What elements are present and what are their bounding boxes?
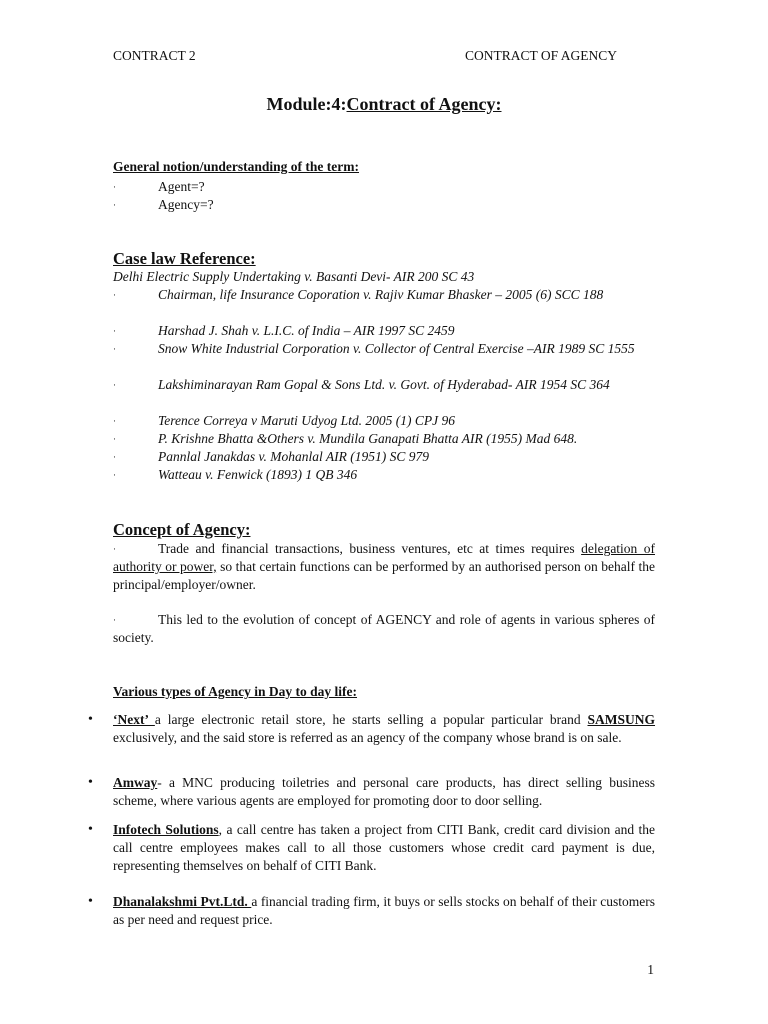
bullet-dot: • (88, 822, 93, 837)
case-law-first: Delhi Electric Supply Undertaking v. Basanti Devi- AIR 200 SC 43 (113, 269, 475, 284)
case-law-item: Snow White Industrial Corporation v. Collector of Central Exercise –AIR 1989 SC 1555 (158, 341, 635, 356)
case-law-heading: Case law Reference: (113, 249, 256, 268)
concept-paragraph-2: This led to the evolution of concept of AGENCY and role of agents in various spheres of society. (113, 612, 655, 645)
concept-p1-text-cont: so that certain functions can be performed by an authorised person on behalf the principal/employer/owner. (113, 559, 655, 592)
bullet-mark: · (113, 544, 116, 554)
concept-heading: Concept of Agency: (113, 520, 251, 539)
page-number: 1 (647, 962, 654, 977)
types-item-lead: ‘Next’ (113, 712, 155, 727)
notion-item-agent: Agent=? (158, 179, 205, 194)
bullet-mark: · (113, 416, 116, 426)
types-item-text: a large electronic retail store, he starts selling a popular particular brand (154, 712, 588, 727)
bullet-mark: · (113, 452, 116, 462)
case-law-item: Lakshiminarayan Ram Gopal & Sons Ltd. v. Govt. of Hyderabad- AIR 1954 SC 364 (158, 377, 610, 392)
types-item-lead: Amway (113, 775, 158, 790)
types-item-text: , a call centre has taken a project from CITI Bank, credit card division and the call centre employees makes call to all those customers whose credit card payment is due, representing themselves on behalf of CITI Bank. (113, 822, 655, 873)
bullet-mark: · (113, 326, 116, 336)
concept-paragraph-1 (113, 540, 655, 594)
types-item-dhanalakshmi (113, 893, 655, 929)
concept-p1-underlined: delegation of authority or power, (113, 541, 655, 574)
page-title (0, 94, 768, 115)
title-prefix: Module:4: (266, 94, 347, 114)
types-heading: Various types of Agency in Day to day life: (113, 684, 358, 699)
bullet-mark: · (113, 615, 116, 625)
types-item-next (113, 711, 655, 747)
types-item-amway (113, 774, 655, 810)
types-item-text: a financial trading firm, it buys or sells stocks on behalf of their customers as per need and request price. (113, 894, 655, 927)
bullet-dot: • (88, 775, 93, 790)
types-item-lead: Dhanalakshmi Pvt.Ltd. (113, 894, 252, 909)
bullet-mark: · (113, 290, 116, 300)
title-main: Contract of Agency: (346, 94, 502, 114)
bullet-dot: • (88, 894, 93, 909)
case-law-item: Watteau v. Fenwick (1893) 1 QB 346 (158, 467, 358, 482)
header-right: CONTRACT OF AGENCY (465, 48, 618, 63)
bullet-mark: · (113, 434, 116, 444)
types-item-infotech (113, 821, 655, 875)
bullet-mark: · (113, 344, 116, 354)
case-law-item: P. Krishne Bhatta &Others v. Mundila Ganapati Bhatta AIR (1955) Mad 648. (158, 431, 578, 446)
bullet-mark: · (113, 380, 116, 390)
bullet-mark: · (113, 470, 116, 480)
case-law-item: Harshad J. Shah v. L.I.C. of India – AIR 1997 SC 2459 (158, 323, 455, 338)
notion-heading: General notion/understanding of the term: (113, 159, 359, 174)
bullet-mark: · (113, 182, 116, 192)
bullet-mark: · (113, 200, 116, 210)
concept-p1-text: Trade and financial transactions, business ventures, etc at times requires (158, 541, 582, 556)
header-left: CONTRACT 2 (113, 48, 196, 63)
case-law-item: Terence Correya v Maruti Udyog Ltd. 2005 (1) CPJ 96 (158, 413, 455, 428)
types-item-text-cont: exclusively, and the said store is referred as an agency of the company whose brand is on sale. (113, 730, 622, 745)
types-item-brand: SAMSUNG (587, 712, 656, 727)
case-law-item: Chairman, life Insurance Coporation v. Rajiv Kumar Bhasker – 2005 (6) SCC 188 (158, 287, 604, 302)
notion-item-agency: Agency=? (158, 197, 214, 212)
bullet-dot: • (88, 712, 93, 727)
types-item-lead: Infotech Solutions (113, 822, 219, 837)
case-law-item: Pannlal Janakdas v. Mohanlal AIR (1951) SC 979 (158, 449, 429, 464)
types-item-text: - a MNC producing toiletries and personal care products, has direct selling business scheme, where various agents are employed for promoting door to door selling. (113, 775, 655, 808)
